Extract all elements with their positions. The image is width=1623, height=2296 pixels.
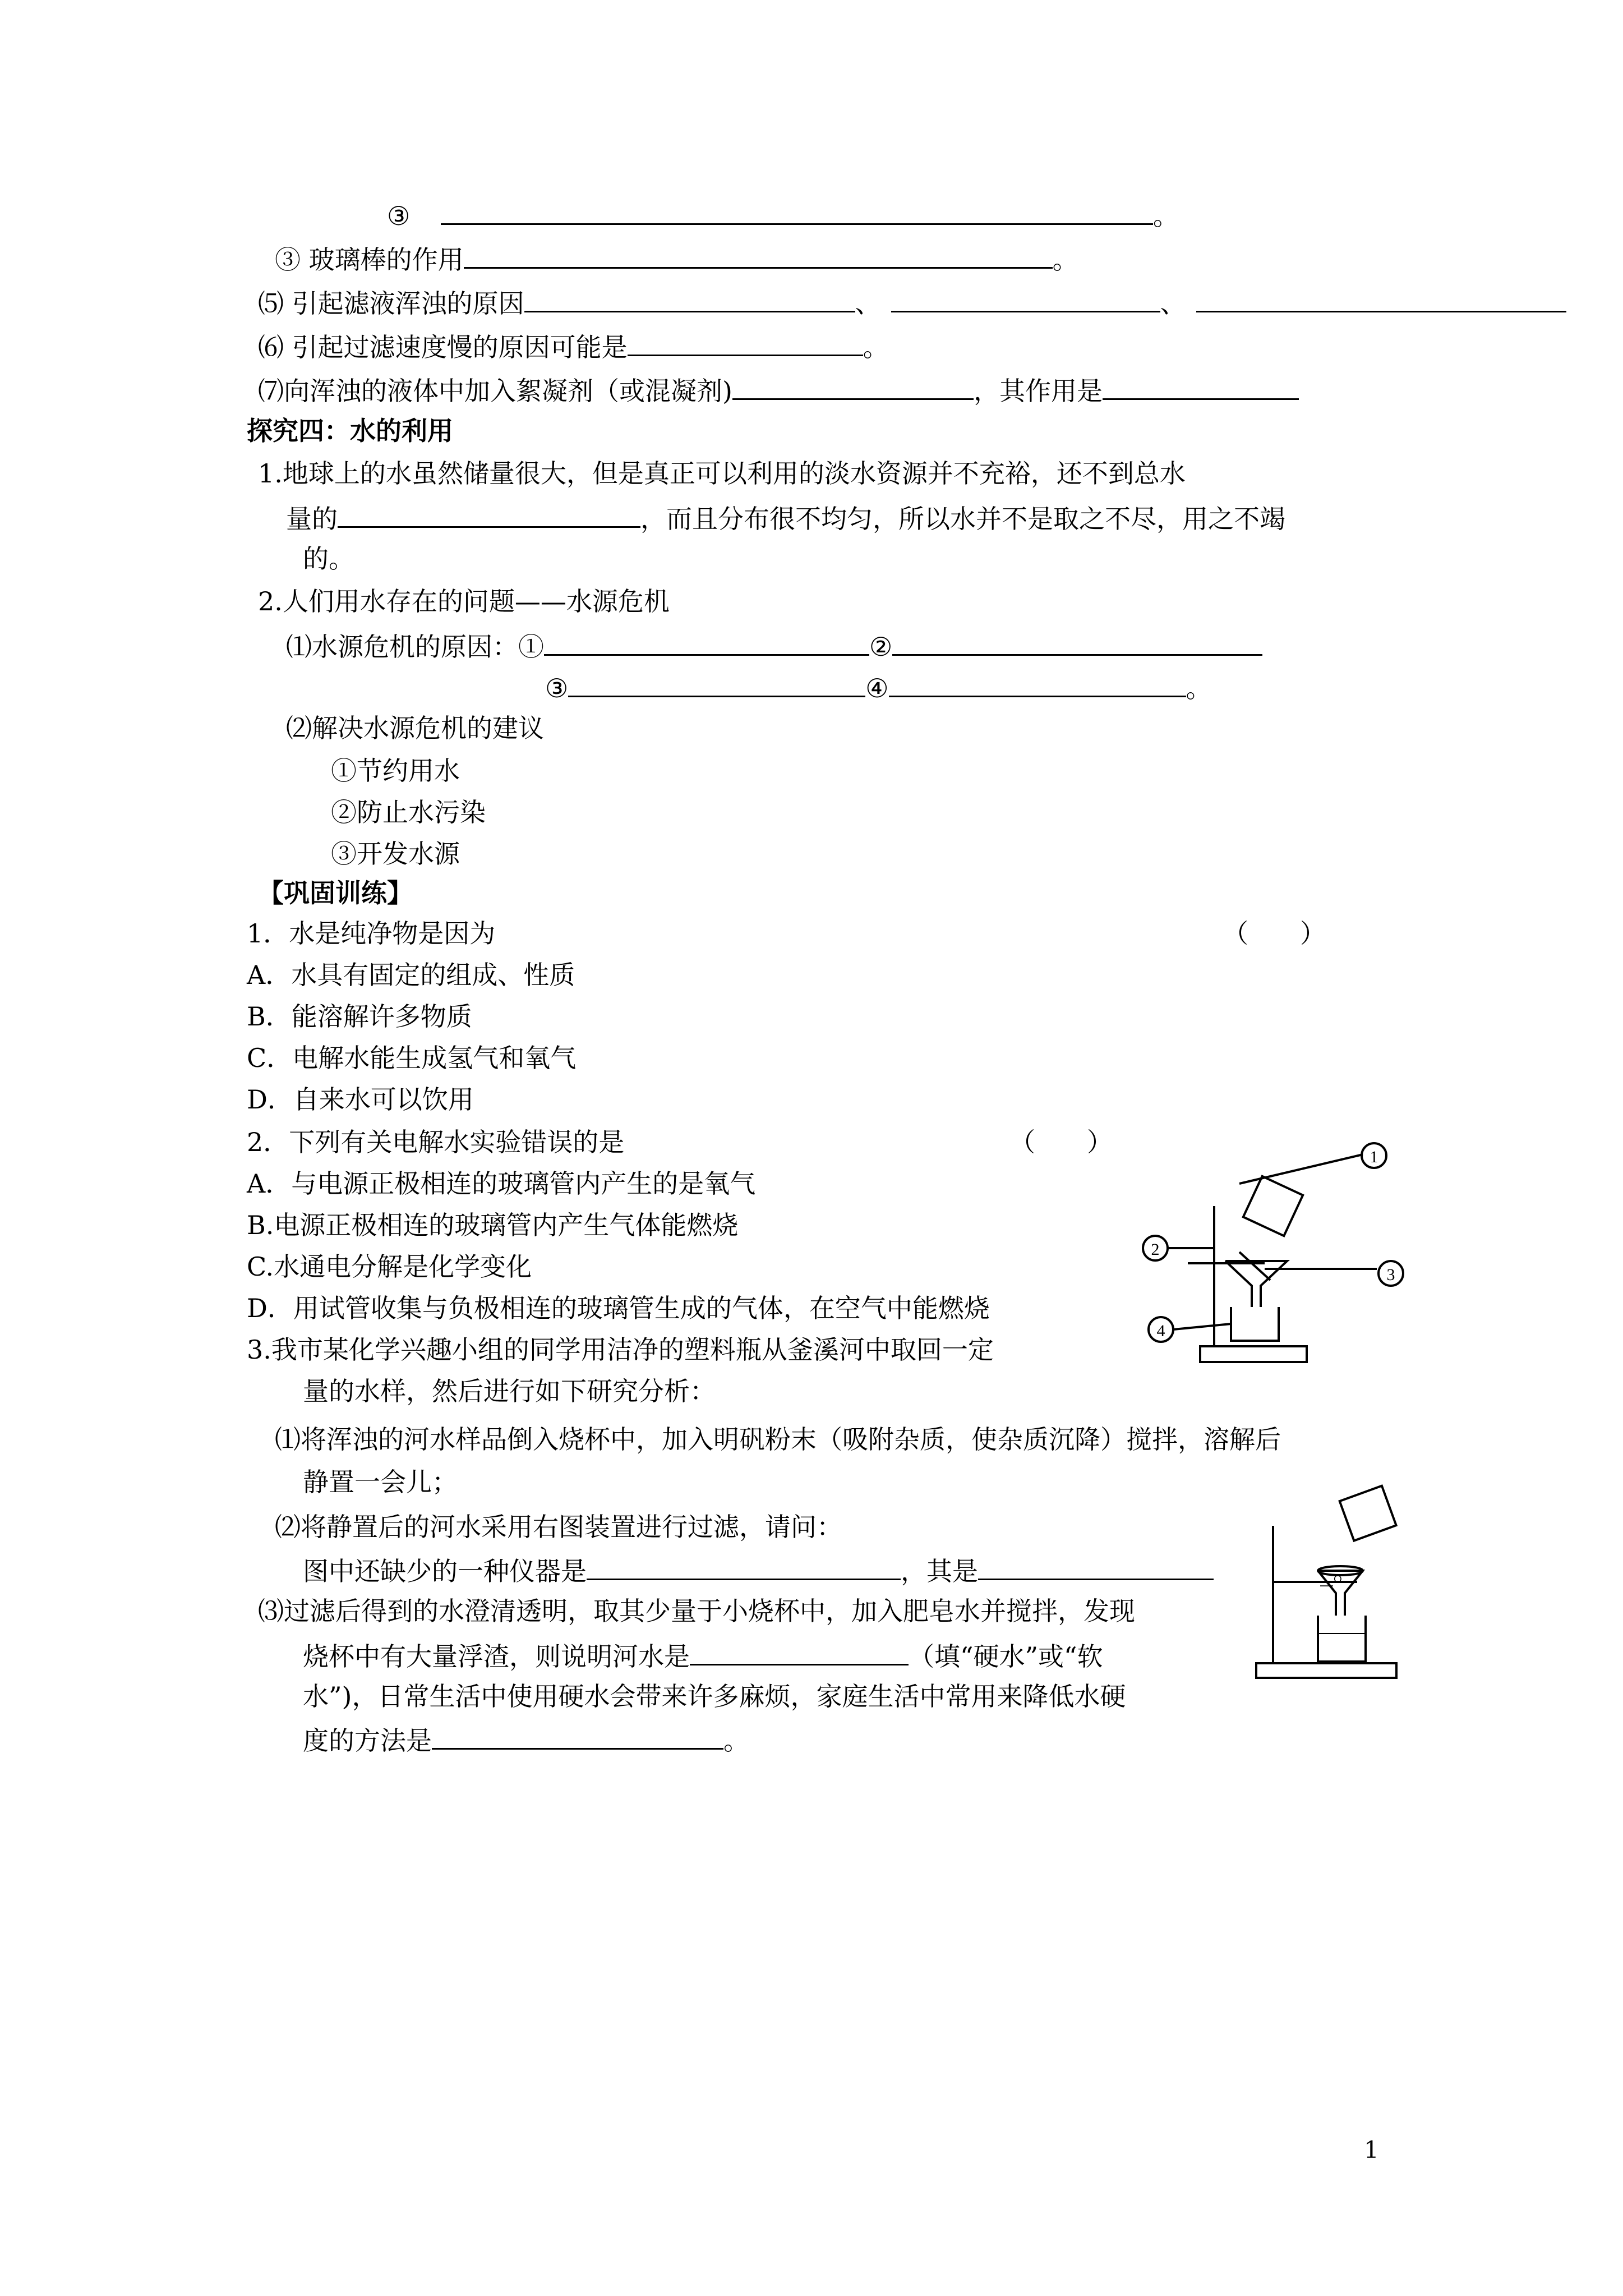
receiving-beaker [1231,1307,1279,1341]
q1-answer-bracket[interactable]: （ ） [1223,918,1326,949]
answer-blank[interactable] [587,1553,901,1580]
leader-line [1239,1154,1363,1184]
answer-blank[interactable] [892,628,1262,656]
label-number: 4 [1156,1322,1165,1340]
suggest-title: ⑵解决水源危机的建议 [286,713,544,743]
answer-blank[interactable] [1196,285,1566,312]
q2-option: C.水通电分解是化学变化 [247,1251,532,1282]
stand-base [1200,1346,1307,1362]
line-slow-filter: ⑹ 引起过滤速度慢的原因可能是 。 [258,329,889,363]
circle-number: ③ [387,201,411,231]
q3-p2-line2: 图中还缺少的一种仪器是 ，其是 _。 [303,1553,1359,1587]
causes-row2: ③ ④ 。 [545,670,1212,704]
item1-line3: 的。 [303,544,354,574]
answer-blank[interactable] [732,372,974,400]
answer-blank[interactable] [464,241,1053,269]
q3-p3-line2: 烧杯中有大量浮渣，则说明河水是 （填“硬水”或“软 [303,1638,1103,1672]
q1-option: C．电解水能生成氢气和氧气 [247,1043,577,1073]
q1-option: D．自来水可以饮用 [247,1084,474,1115]
line-flocculant: ⑺向浑浊的液体中加入絮凝剂（或混凝剂) ，其作用是 [258,372,1299,407]
answer-blank[interactable] [891,285,1160,312]
filtration-figure-labeled [1127,1122,1413,1380]
q3-p3-line4: 度的方法是 。 [303,1722,749,1756]
answer-blank[interactable] [338,500,640,528]
page-number: 1 [1364,2136,1379,2164]
suggestion-item: ②防止水污染 [331,797,486,827]
pouring-beaker [1243,1176,1303,1236]
answer-blank[interactable] [889,670,1186,697]
label-number: 1 [1370,1148,1378,1166]
suggestion-item: ①节约用水 [331,756,460,786]
leader-line [1173,1324,1231,1329]
answer-blank[interactable] [690,1638,909,1665]
answer-blank[interactable] [432,1722,723,1750]
line-circ3: ③ 。 [387,197,1179,232]
q2-option: B.电源正极相连的玻璃管内产生气体能燃烧 [247,1210,739,1240]
line-filtrate-cloudy: ⑸ 引起滤液浑浊的原因 、 、 [258,285,1566,319]
causes-row1: ⑴水源危机的原因：① ② [286,628,1262,662]
q1-option: A．水具有固定的组成、性质 [247,960,575,990]
stand-base [1256,1663,1396,1678]
answer-blank[interactable] [441,197,1153,225]
item2-title: 2.人们用水存在的问题——水源危机 [258,586,670,616]
q3-p2-line1: ⑵将静置后的河水采用右图装置进行过滤，请问： [275,1512,842,1542]
q2-option: D．用试管收集与负极相连的玻璃管生成的气体，在空气中能燃烧 [247,1293,990,1323]
item1-line1: 1.地球上的水虽然储量很大，但是真正可以利用的淡水资源并不充裕，还不到总水 [258,458,1186,489]
line-glass-rod: ③ 玻璃棒的作用 。 [275,241,1078,275]
q3-p1-line2: 静置一会儿； [303,1467,458,1497]
item1-line2: 量的 ，而且分布很不均匀，所以水并不是取之不尽，用之不竭 [286,500,1285,535]
glass-rod [1239,1252,1270,1280]
q3-p3-line1: ⑶过滤后得到的水澄清透明，取其少量于小烧杯中，加入肥皂水并搅拌，发现 [258,1596,1135,1626]
q1-stem: 1．水是纯净物是因为 [247,918,496,949]
answer-blank[interactable] [978,1553,1214,1580]
filtration-figure [1251,1481,1408,1683]
receiving-beaker [1318,1616,1366,1662]
label-number: 3 [1386,1266,1395,1284]
q3-p1-line1: ⑴将浑浊的河水样品倒入烧杯中，加入明矾粉末（吸附杂质，使杂质沉降）搅拌，溶解后 [275,1424,1281,1455]
suggestion-item: ③开发水源 [331,839,460,869]
pouring-beaker [1340,1486,1396,1541]
q2-answer-bracket[interactable]: （ ） [1009,1127,1113,1157]
answer-blank[interactable] [524,285,855,312]
q2-stem: 2．下列有关电解水实验错误的是 [247,1127,625,1157]
label-number: 2 [1151,1240,1160,1259]
funnel [1318,1571,1363,1616]
answer-blank[interactable] [1103,372,1299,400]
section-heading: 探究四：水的利用 [247,416,453,446]
q2-option: A．与电源正极相连的玻璃管内产生的是氧气 [247,1168,756,1199]
answer-blank[interactable] [568,670,865,697]
answer-blank[interactable] [628,329,863,356]
practice-heading: 【巩固训练】 [258,878,413,908]
q1-option: B．能溶解许多物质 [247,1001,472,1032]
q3-p3-line3: 水”)，日常生活中使用硬水会带来许多麻烦，家庭生活中常用来降低水硬 [303,1681,1126,1711]
q3-line2: 量的水样，然后进行如下研究分析： [303,1376,716,1406]
q3-line1: 3.我市某化学兴趣小组的同学用洁净的塑料瓶从釜溪河中取回一定 [247,1335,994,1365]
answer-blank[interactable] [544,628,869,656]
